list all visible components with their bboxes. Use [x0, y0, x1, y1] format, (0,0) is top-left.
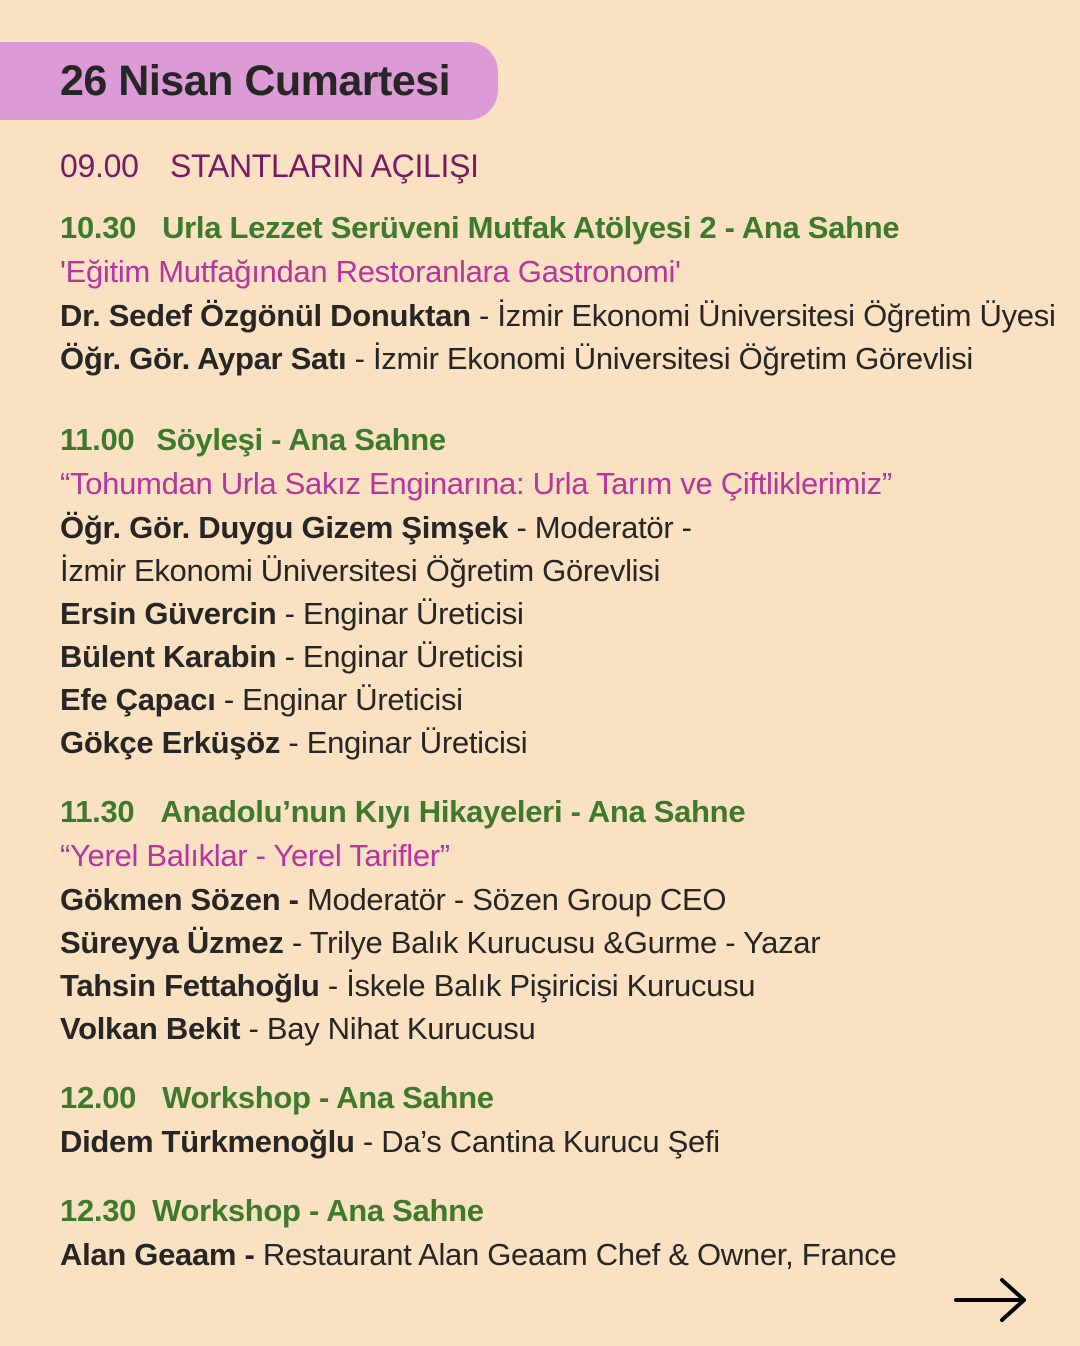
- event-heading: [60, 1189, 1050, 1233]
- event-time: 10.30: [60, 210, 137, 245]
- speaker-row: [60, 878, 1050, 921]
- speaker-name: Tahsin Fettahoğlu: [60, 968, 320, 1003]
- arrow-right-icon[interactable]: [954, 1276, 1028, 1324]
- event-title: Workshop - Ana Sahne: [162, 1080, 494, 1115]
- speaker-row: [60, 721, 1050, 764]
- speaker-row: [60, 506, 1050, 549]
- date-banner: [0, 42, 498, 120]
- event-title: Workshop - Ana Sahne: [152, 1193, 484, 1228]
- speaker-name: Bülent Karabin: [60, 639, 277, 674]
- event-subtitle: “Tohumdan Urla Sakız Enginarına: Urla Tarım ve Çiftliklerimiz”: [60, 466, 892, 501]
- page-title: 26 Nisan Cumartesi: [60, 56, 451, 105]
- speaker-name: Ersin Güvercin: [60, 596, 277, 631]
- event-subtitle: 'Eğitim Mutfağından Restoranlara Gastronomi': [60, 254, 681, 289]
- event-time: 11.30: [60, 794, 135, 829]
- speaker-role: - Enginar Üreticisi: [276, 596, 524, 631]
- speaker-row: [60, 964, 1050, 1007]
- event-title: Anadolu’nun Kıyı Hikayeleri - Ana Sahne: [160, 794, 746, 829]
- opening-label: STANTLARIN AÇILIŞI: [170, 148, 479, 184]
- speaker-role: - İskele Balık Pişiricisi Kurucusu: [319, 968, 756, 1003]
- speaker-name: Öğr. Gör. Duygu Gizem Şimşek: [60, 510, 509, 545]
- speaker-name: Alan Geaam -: [60, 1237, 255, 1272]
- schedule: [60, 142, 1056, 1276]
- speaker-row: [60, 549, 1050, 592]
- speaker-row: [60, 337, 1050, 380]
- speaker-row: [60, 1233, 1050, 1276]
- event-heading: [60, 1076, 1050, 1120]
- speaker-role: Moderatör - Sözen Group CEO: [298, 882, 727, 917]
- speaker-name: Öğr. Gör. Aypar Satı: [60, 341, 347, 376]
- event-heading: [60, 790, 1050, 834]
- event-block: [60, 1076, 1050, 1163]
- speaker-role: - Enginar Üreticisi: [280, 725, 528, 760]
- speaker-name: Süreyya Üzmez: [60, 925, 284, 960]
- speaker-name: Efe Çapacı: [60, 682, 216, 717]
- speaker-role: - Bay Nihat Kurucusu: [240, 1011, 536, 1046]
- event-block: [60, 418, 1050, 764]
- speaker-row: [60, 1120, 1050, 1163]
- speaker-row: [60, 635, 1050, 678]
- speaker-role: - Moderatör -: [508, 510, 692, 545]
- speaker-role: - Enginar Üreticisi: [276, 639, 524, 674]
- event-title: Urla Lezzet Serüveni Mutfak Atölyesi 2 - Ana Sahne: [162, 210, 900, 245]
- speaker-name: Volkan Bekit: [60, 1011, 241, 1046]
- event-title: Söyleşi - Ana Sahne: [156, 422, 446, 457]
- speaker-row: [60, 294, 1056, 337]
- speaker-role: - Trilye Balık Kurucusu &Gurme - Yazar: [283, 925, 821, 960]
- speaker-role: - Da’s Cantina Kurucu Şefi: [354, 1124, 720, 1159]
- speaker-role: - İzmir Ekonomi Üniversitesi Öğretim Görevlisi: [346, 341, 973, 376]
- speaker-row: [60, 921, 1050, 964]
- speaker-name: Gökmen Sözen -: [60, 882, 299, 917]
- event-block: [60, 790, 1050, 1050]
- event-block: [60, 206, 1056, 380]
- event-time: 11.00: [60, 422, 135, 457]
- event-time: 12.30: [60, 1193, 137, 1228]
- speaker-role: Restaurant Alan Geaam Chef & Owner, France: [254, 1237, 897, 1272]
- speaker-role: İzmir Ekonomi Üniversitesi Öğretim Görevlisi: [60, 553, 661, 588]
- event-subtitle: “Yerel Balıklar - Yerel Tarifler”: [60, 838, 450, 873]
- opening-row: [60, 142, 1050, 190]
- event-heading: [60, 206, 1050, 250]
- speaker-role: - Enginar Üreticisi: [215, 682, 463, 717]
- speaker-name: Didem Türkmenoğlu: [60, 1124, 355, 1159]
- opening-time: 09.00: [60, 148, 139, 184]
- speaker-row: [60, 592, 1050, 635]
- speaker-row: [60, 1007, 1050, 1050]
- speaker-role: - İzmir Ekonomi Üniversitesi Öğretim Üyesi: [470, 298, 1056, 333]
- event-block: [60, 1189, 1050, 1276]
- speaker-row: [60, 678, 1050, 721]
- speaker-name: Dr. Sedef Özgönül Donuktan: [60, 298, 471, 333]
- speaker-name: Gökçe Erküşöz: [60, 725, 281, 760]
- event-time: 12.00: [60, 1080, 137, 1115]
- event-heading: [60, 418, 1050, 462]
